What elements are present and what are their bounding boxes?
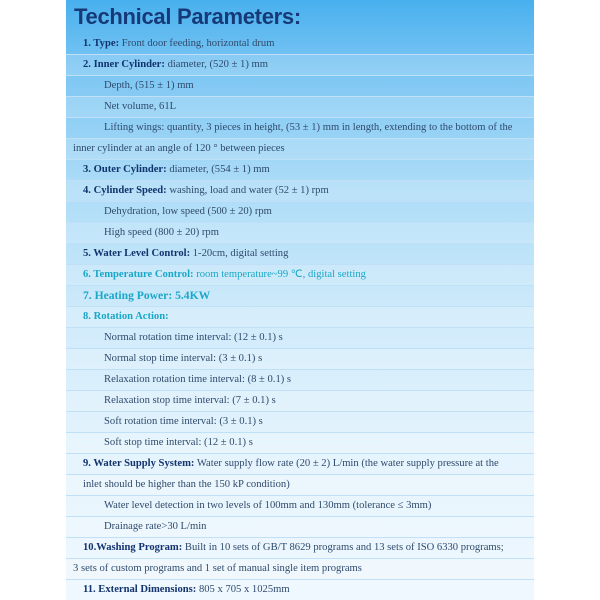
param-water-supply-cont (66, 475, 534, 496)
param-label: 10.Washing Program: (83, 542, 183, 553)
param-label: 2. Inner Cylinder: (83, 59, 165, 70)
param-value: washing, load and water (52 ± 1) rpm (166, 185, 329, 196)
param-value: inlet should be higher than the 150 kP condition) (83, 479, 290, 490)
param-label: 11. External Dimensions: (83, 584, 197, 595)
param-value: inner cylinder at an angle of 120 ° between pieces (73, 143, 285, 154)
param-temperature-control (66, 265, 534, 286)
param-value: 3 sets of custom programs and 1 set of manual single item programs (73, 563, 362, 574)
param-value: High speed (800 ± 20) rpm (104, 227, 219, 238)
param-value: Normal rotation time interval: (12 ± 0.1) s (104, 332, 283, 343)
param-value: diameter, (554 ± 1) mm (166, 164, 270, 175)
param-value: 5.4KW (172, 289, 211, 302)
param-value: Water level detection in two levels of 100mm and 130mm (tolerance ≤ 3mm) (104, 500, 432, 511)
param-relaxation-rotation (66, 370, 534, 391)
param-value: Lifting wings: quantity, 3 pieces in height, (53 ± 1) mm in length, extending to the bottom of the (104, 122, 513, 133)
param-outer-cylinder (66, 160, 534, 181)
param-washing-program (66, 538, 534, 559)
param-label: 7. Heating Power: (83, 289, 173, 302)
param-value: Soft rotation time interval: (3 ± 0.1) s (104, 416, 263, 427)
param-drainage-rate (66, 517, 534, 538)
param-normal-stop (66, 349, 534, 370)
param-value: Front door feeding, horizontal drum (119, 38, 275, 49)
param-value: Built in 10 sets of GB/T 8629 programs and 13 sets of ISO 6330 programs; (182, 542, 504, 553)
param-value: Depth, (515 ± 1) mm (104, 80, 194, 91)
param-washing-program-cont (66, 559, 534, 580)
param-value: Dehydration, low speed (500 ± 20) rpm (104, 206, 272, 217)
param-label: 9. Water Supply System: (83, 458, 195, 469)
param-soft-rotation (66, 412, 534, 433)
param-normal-rotation (66, 328, 534, 349)
param-lifting-wings-cont (66, 139, 534, 160)
param-water-level-control (66, 244, 534, 265)
param-value: diameter, (520 ± 1) mm (164, 59, 268, 70)
param-heating-power (66, 286, 534, 307)
param-cylinder-speed (66, 181, 534, 202)
param-label: 5. Water Level Control: (83, 248, 191, 259)
param-value: 1-20cm, digital setting (190, 248, 289, 259)
param-value: Relaxation stop time interval: (7 ± 0.1) s (104, 395, 276, 406)
param-label: 1. Type: (83, 38, 120, 49)
param-value: 805 x 705 x 1025mm (196, 584, 290, 595)
param-value: Soft stop time interval: (12 ± 0.1) s (104, 437, 253, 448)
param-rotation-action (66, 307, 534, 328)
param-water-supply (66, 454, 534, 475)
param-label: 3. Outer Cylinder: (83, 164, 167, 175)
param-inner-cylinder (66, 55, 534, 76)
param-high-speed (66, 223, 534, 244)
param-type (66, 34, 534, 55)
parameter-list (66, 34, 534, 600)
param-value: room temperature~99 ℃, digital setting (193, 269, 366, 280)
param-value: Water supply flow rate (20 ± 2) L/min (the water supply pressure at the (194, 458, 499, 469)
param-label: 6. Temperature Control: (83, 269, 194, 280)
param-lifting-wings (66, 118, 534, 139)
param-value: Net volume, 61L (104, 101, 177, 112)
param-inner-depth (66, 76, 534, 97)
param-relaxation-stop (66, 391, 534, 412)
param-external-dimensions (66, 580, 534, 600)
param-value: Relaxation rotation time interval: (8 ± 0.1) s (104, 374, 292, 385)
page-title: Technical Parameters: (74, 4, 301, 29)
param-label: 4. Cylinder Speed: (83, 185, 167, 196)
technical-parameters-panel (66, 0, 534, 600)
param-dehydration-speed (66, 202, 534, 223)
param-value: Normal stop time interval: (3 ± 0.1) s (104, 353, 263, 364)
param-soft-stop (66, 433, 534, 454)
param-net-volume (66, 97, 534, 118)
param-water-level-detection (66, 496, 534, 517)
param-value: Drainage rate>30 L/min (104, 521, 207, 532)
param-label: 8. Rotation Action: (83, 311, 169, 322)
